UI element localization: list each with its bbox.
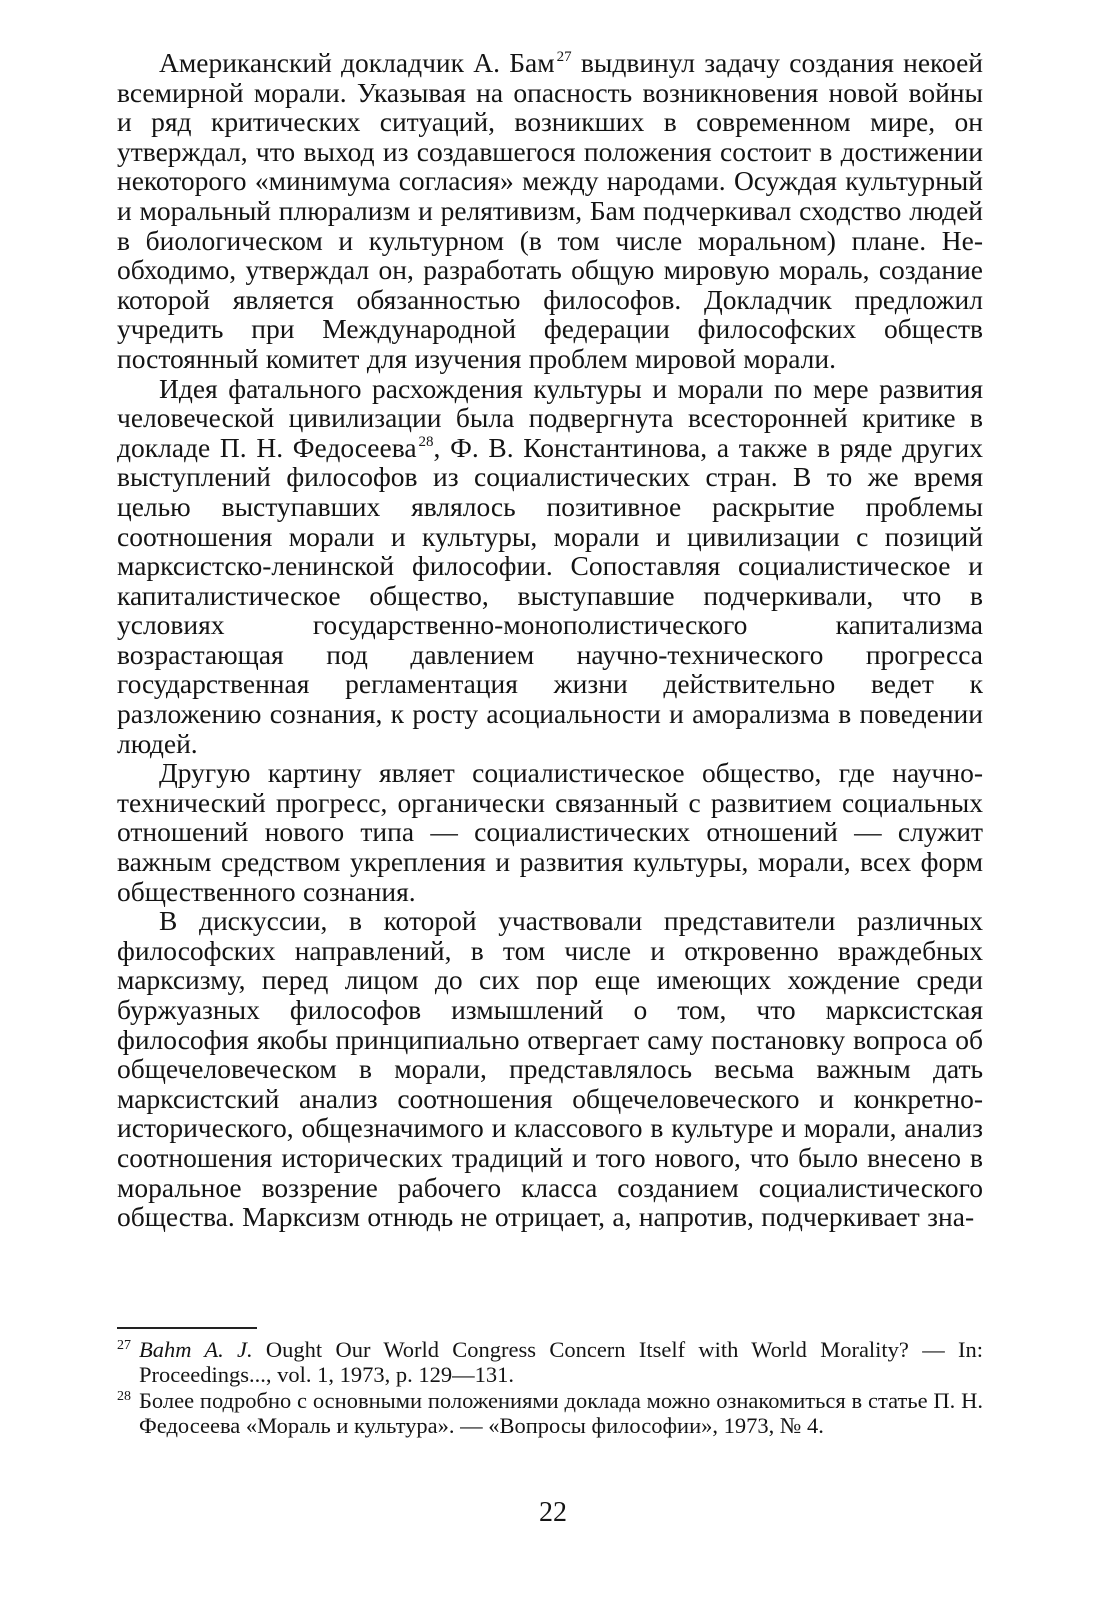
paragraph-4-text: В дискуссии, в которой участвовали представители различных философских направлений, в том числе и откровенно враждебных марксизму, перед лицом до сих пор еще имеющих хождение среди буржуазных философов измышлений о том, что марксистская философия якобы принципиально отвергает саму постановку вопроса об общечеловеческом в морали, представлялось весьма важным дать марксистский анализ соотношения общечеловеческого и конкретно-исторического, общезначимого и классового в культуре и морали, анализ соотношения исторических традиций и того нового, что было внесено в моральное воззрение рабочего класса созданием социалистического общества. Марксизм отнюдь не отрицает, а, напротив, подчеркивает зна- (117, 905, 983, 1233)
paragraph-2-text-end: , Ф. В. Константинова, а также в ряде других выступлений философов из социалистических стран. В то же время целью выступавших являлось позитивное раскрытие проблемы соотношения морали и культуры, морали и цивилизации с позиций марксистско-ленинской философии. Сопоставляя социалистическое и капиталистическое общество, выступавшие подчеркивали, что в условиях государственно-монополистического капитализма возрастающая под давлением научно-технического прогресса государственная регламентация жизни действительно ведет к разложению сознания, к росту асоциальности и аморализма в поведении людей. (117, 431, 983, 759)
footnote-27: 27 Bahm A. J. Ought Our World Congress Concern Itself with World Morality? — In: Proceedings..., vol. 1, 1973, p. 129—131. (117, 1337, 983, 1387)
paragraph-3-text: Другую картину являет социалистическое общество, где научно-технический прогресс, органически связанный с развитием социальных отношений нового типа — социалистических отношений — служит важным средством укрепления и развития культуры, морали, всех форм общественного сознания. (117, 757, 983, 907)
paragraph-4 (117, 906, 983, 1232)
footnote-ref-28[interactable]: 28 (418, 433, 434, 450)
page-number: 22 (539, 1497, 567, 1528)
footnote-text: Ought Our World Congress Concern Itself with World Morality? — In: Proceedings..., vol. 1, 1973, p. 129—131. (139, 1337, 983, 1387)
footnote-ref-27[interactable]: 27 (556, 49, 572, 65)
footnotes (117, 1338, 983, 1440)
footnote-text: Более подробно с основными положениями доклада можно ознакомиться в статье П. Н. Федосеева «Мораль и культура». — «Вопросы философии», 1973, № 4. (139, 1388, 983, 1438)
footnote-divider (117, 1327, 257, 1329)
paragraph-2-text-start: Идея фатального расхождения культуры и морали по мере развития человеческой цивилизации была подвергнута всесторонней критике в докладе П. Н. Федосеева (117, 372, 983, 463)
paragraph-1 (117, 48, 983, 374)
main-text (117, 48, 983, 1232)
paragraph-1-text-start: Американский докладчик А. Бам (159, 47, 555, 78)
footnote-28: 28 Более подробно с основными положениями доклада можно ознакомиться в статье П. Н. Федосеева «Мораль и культура». — «Вопросы философии», 1973, № 4. (117, 1388, 983, 1438)
paragraph-2 (117, 374, 983, 759)
paragraph-1-text-end: выдвинул задачу создания некоей всемирной морали. Указывая на опасность возникновения новой войны и ряд критических ситуаций, возникших в современном мире, он утверждал, что выход из создавшегося положения состоит в достижении некоторого «минимума согласия» между народами. Осуждая культурный и моральный плюрализм и релятивизм, Бам подчеркивал сходство людей в биологическом и культурном (в том числе моральном) плане. Необходимо, утверждал он, разработать общую мировую мораль, создание которой является обязанностью философов. Докладчик предложил учредить при Международной федерации философских обществ постоянный комитет для изучения проблем мировой морали. (117, 47, 983, 374)
paragraph-3 (117, 758, 983, 906)
footnote-author: Bahm A. J. (139, 1337, 253, 1362)
